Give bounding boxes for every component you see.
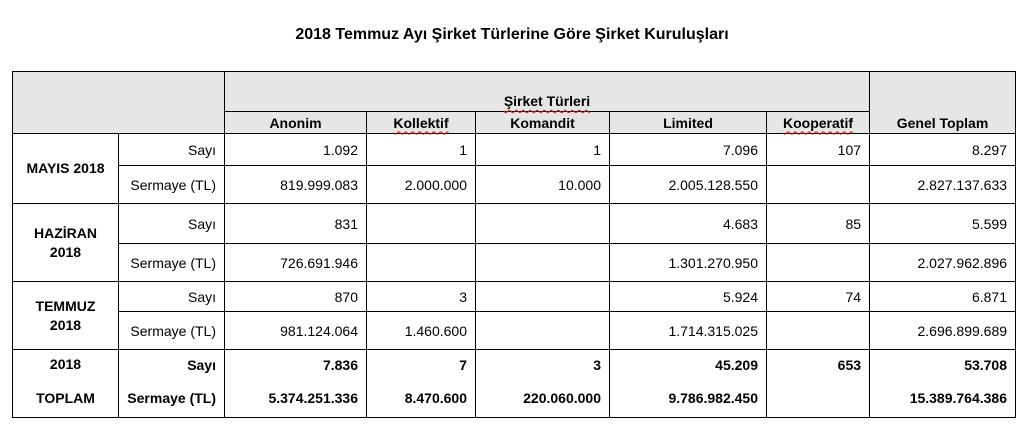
cell: 8.470.600 xyxy=(367,380,476,418)
total-label: TOPLAM xyxy=(13,380,119,418)
cell: 7.096 xyxy=(610,134,767,166)
cell: 3 xyxy=(476,350,610,380)
cell xyxy=(767,166,870,204)
col-header-limited: Limited xyxy=(610,112,767,134)
period-label: TEMMUZ 2018 xyxy=(13,282,119,350)
cell xyxy=(767,380,870,418)
cell: 6.871 xyxy=(870,282,1016,312)
cell: 653 xyxy=(767,350,870,380)
cell: 5.599 xyxy=(870,204,1016,244)
cell: 5.374.251.336 xyxy=(225,380,367,418)
table-row xyxy=(13,282,1016,312)
cell: 1.714.315.025 xyxy=(610,312,767,350)
cell xyxy=(767,312,870,350)
table-row xyxy=(13,312,1016,350)
cell: 74 xyxy=(767,282,870,312)
cell xyxy=(476,244,610,282)
cell: 2.827.137.633 xyxy=(870,166,1016,204)
row-label-count: Sayı xyxy=(119,350,225,380)
cell: 2.000.000 xyxy=(367,166,476,204)
col-header-anonim: Anonim xyxy=(225,112,367,134)
cell xyxy=(367,244,476,282)
cell: 1.301.270.950 xyxy=(610,244,767,282)
col-header-komandit: Komandit xyxy=(476,112,610,134)
cell: 8.297 xyxy=(870,134,1016,166)
period-label: HAZİRAN 2018 xyxy=(13,204,119,282)
cell: 2.005.128.550 xyxy=(610,166,767,204)
table-row xyxy=(13,134,1016,166)
cell: 870 xyxy=(225,282,367,312)
period-label: MAYIS 2018 xyxy=(13,134,119,204)
table-row xyxy=(13,244,1016,282)
cell: 2.696.899.689 xyxy=(870,312,1016,350)
cell: 7.836 xyxy=(225,350,367,380)
cell: 1.460.600 xyxy=(367,312,476,350)
cell: 107 xyxy=(767,134,870,166)
row-label-capital: Sermaye (TL) xyxy=(119,380,225,418)
row-label-count: Sayı xyxy=(119,204,225,244)
cell xyxy=(767,244,870,282)
cell xyxy=(476,312,610,350)
cell: 53.708 xyxy=(870,350,1016,380)
total-row-count xyxy=(13,350,1016,380)
cell: 1.092 xyxy=(225,134,367,166)
row-label-capital: Sermaye (TL) xyxy=(119,312,225,350)
cell: 7 xyxy=(367,350,476,380)
cell: 10.000 xyxy=(476,166,610,204)
row-label-count: Sayı xyxy=(119,282,225,312)
col-header-kooperatif: Kooperatif xyxy=(767,112,870,134)
cell xyxy=(476,282,610,312)
total-column-header: Genel Toplam xyxy=(870,72,1016,134)
col-header-kollektif: Kollektif xyxy=(367,112,476,134)
table-row xyxy=(13,166,1016,204)
row-label-count: Sayı xyxy=(119,134,225,166)
cell: 4.683 xyxy=(610,204,767,244)
cell xyxy=(476,204,610,244)
cell: 45.209 xyxy=(610,350,767,380)
cell: 5.924 xyxy=(610,282,767,312)
row-label-capital: Sermaye (TL) xyxy=(119,166,225,204)
total-row-capital xyxy=(13,380,1016,418)
cell: 1 xyxy=(367,134,476,166)
cell: 3 xyxy=(367,282,476,312)
cell: 819.999.083 xyxy=(225,166,367,204)
table-row xyxy=(13,204,1016,244)
cell: 9.786.982.450 xyxy=(610,380,767,418)
row-label-capital: Sermaye (TL) xyxy=(119,244,225,282)
cell xyxy=(367,204,476,244)
page-title: 2018 Temmuz Ayı Şirket Türlerine Göre Şirket Kuruluşları xyxy=(295,26,729,43)
total-label-year: 2018 xyxy=(13,350,119,380)
cell: 85 xyxy=(767,204,870,244)
header-corner-cell xyxy=(13,72,225,134)
cell: 1 xyxy=(476,134,610,166)
cell: 726.691.946 xyxy=(225,244,367,282)
cell: 981.124.064 xyxy=(225,312,367,350)
cell: 15.389.764.386 xyxy=(870,380,1016,418)
company-formation-table xyxy=(12,71,1016,418)
cell: 831 xyxy=(225,204,367,244)
cell: 2.027.962.896 xyxy=(870,244,1016,282)
company-types-header: Şirket Türleri xyxy=(225,72,870,112)
cell: 220.060.000 xyxy=(476,380,610,418)
